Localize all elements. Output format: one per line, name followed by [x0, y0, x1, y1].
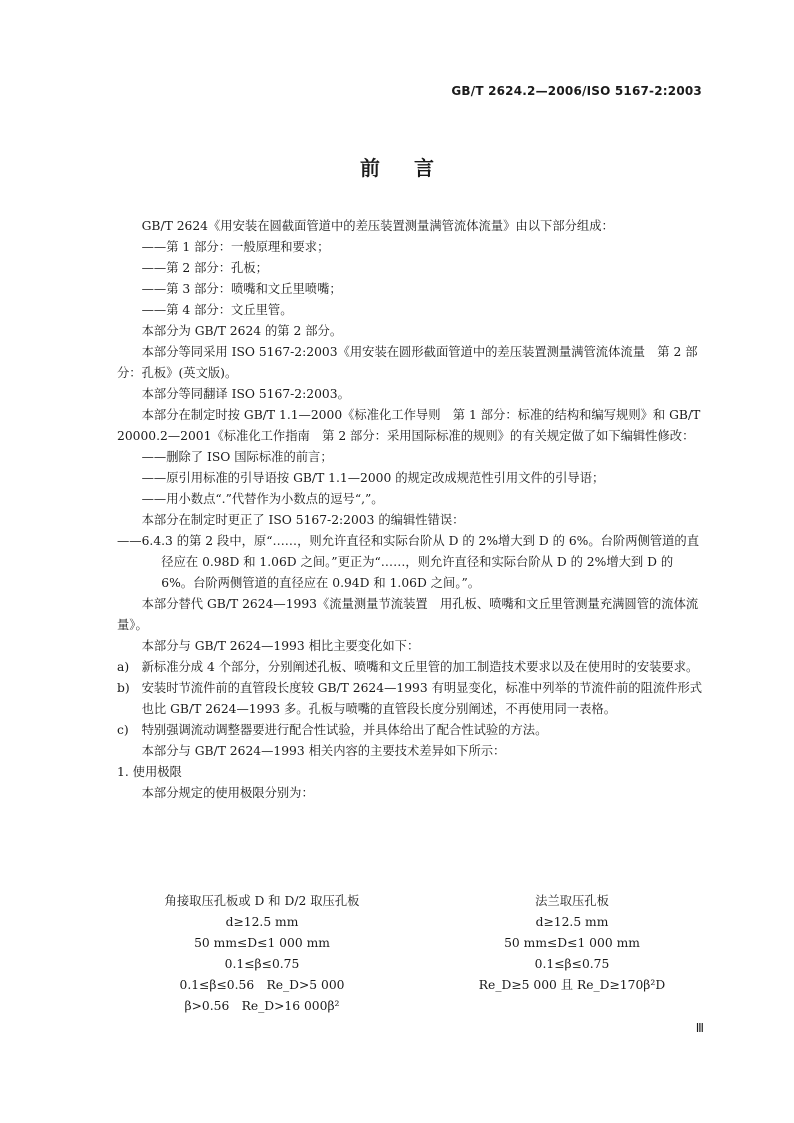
paragraph: 本部分在制定时更正了 ISO 5167-2:2003 的编辑性错误： [141, 513, 465, 527]
limits-flange-tapping [441, 891, 703, 996]
limit-row: 0.1≤β≤0.75 [534, 957, 610, 971]
limit-row: Re_D≥5 000 且 Re_D≥170β²D [478, 978, 666, 992]
paragraph: 本部分替代 GB/T 2624—1993《流量测量节流装置 用孔板、喷嘴和文丘里管测量充满圆管的流体流量》。 [117, 597, 699, 632]
list-text: 安装时节流件前的直管段长度较 GB/T 2624—1993 有明显变化，标准中列举的节流件前的阻流件形式也比 GB/T 2624—1993 多。孔板与喷嘴的直管段长度分别阐述，不再使用同一表格。 [141, 681, 703, 716]
list-text: 特别强调流动调整器要进行配合性试验，并具体给出了配合性试验的方法。 [141, 723, 548, 737]
paragraph: 本部分规定的使用极限分别为： [141, 786, 314, 800]
list-item: ——删除了 ISO 国际标准的前言； [141, 450, 333, 464]
page-title: 前言 [360, 156, 468, 180]
paragraph: 本部分为 GB/T 2624 的第 2 部分。 [141, 324, 343, 338]
paragraph: 本部分在制定时按 GB/T 1.1—2000《标准化工作导则 第 1 部分：标准的结构和编写规则》和 GB/T 20000.2—2001《标准化工作指南 第 2 部分：采用国际标准的规则》的有关规定做了如下编辑性修改： [117, 408, 701, 443]
list-item: ——第 2 部分：孔板； [141, 261, 268, 275]
page-number: Ⅲ [695, 1021, 703, 1035]
paragraph: GB/T 2624《用安装在圆截面管道中的差压装置测量满管流体流量》由以下部分组成： [141, 219, 614, 233]
limit-row: d≥12.5 mm [225, 915, 299, 929]
limit-row: 50 mm≤D≤1 000 mm [504, 936, 640, 950]
foreword-body [117, 216, 703, 804]
paragraph: 本部分与 GB/T 2624—1993 相比主要变化如下： [141, 639, 420, 653]
list-label: b) [117, 681, 130, 695]
list-item [117, 678, 703, 720]
list-label: c) [117, 723, 129, 737]
list-label: a) [117, 660, 130, 674]
limit-row: 50 mm≤D≤1 000 mm [194, 936, 330, 950]
limit-row: β>0.56 Re_D>16 000β² [184, 999, 340, 1013]
list-item: ——原引用标准的引导语按 GB/T 1.1—2000 的规定改成规范性引用文件的引导语； [141, 471, 605, 485]
paragraph: 本部分等同采用 ISO 5167-2:2003《用安装在圆形截面管道中的差压装置测量满管流体流量 第 2 部分：孔板》(英文版)。 [117, 345, 698, 380]
limit-row: 0.1≤β≤0.75 [224, 957, 300, 971]
list-item: ——6.4.3 的第 2 段中，原“……，则允许直径和实际台阶从 D 的 2%增大到 D 的 6%。台阶两侧管道的直径应在 0.98D 和 1.06D 之间。”更正为“……，则允许直径和实际台阶从 D 的 2%增大到 D 的 6%。台阶两侧管道的直径应在 0.94D 和 1.06D 之间。”。 [117, 534, 700, 590]
list-item: ——用小数点“.”代替作为小数点的逗号“,”。 [141, 492, 384, 506]
limit-row: d≥12.5 mm [535, 915, 609, 929]
limit-row: 0.1≤β≤0.56 Re_D>5 000 [179, 978, 345, 992]
list-item: ——第 4 部分：文丘里管。 [141, 303, 293, 317]
paragraph: 本部分等同翻译 ISO 5167-2:2003。 [141, 387, 350, 401]
paragraph: 本部分与 GB/T 2624—1993 相关内容的主要技术差异如下所示： [141, 744, 506, 758]
list-item [117, 657, 703, 678]
standard-code: GB/T 2624.2—2006/ISO 5167-2:2003 [451, 84, 702, 98]
limits-corner-tapping [117, 891, 407, 1017]
list-text: 新标准分成 4 个部分，分别阐述孔板、喷嘴和文丘里管的加工制造技术要求以及在使用时的安装要求。 [141, 660, 699, 674]
section-heading: 1. 使用极限 [117, 765, 182, 779]
list-item: ——第 1 部分：一般原理和要求； [141, 240, 330, 254]
limits-heading: 角接取压孔板或 D 和 D/2 取压孔板 [164, 894, 360, 908]
limits-heading: 法兰取压孔板 [535, 894, 609, 908]
list-item: ——第 3 部分：喷嘴和文丘里喷嘴； [141, 282, 342, 296]
list-item [117, 720, 703, 741]
